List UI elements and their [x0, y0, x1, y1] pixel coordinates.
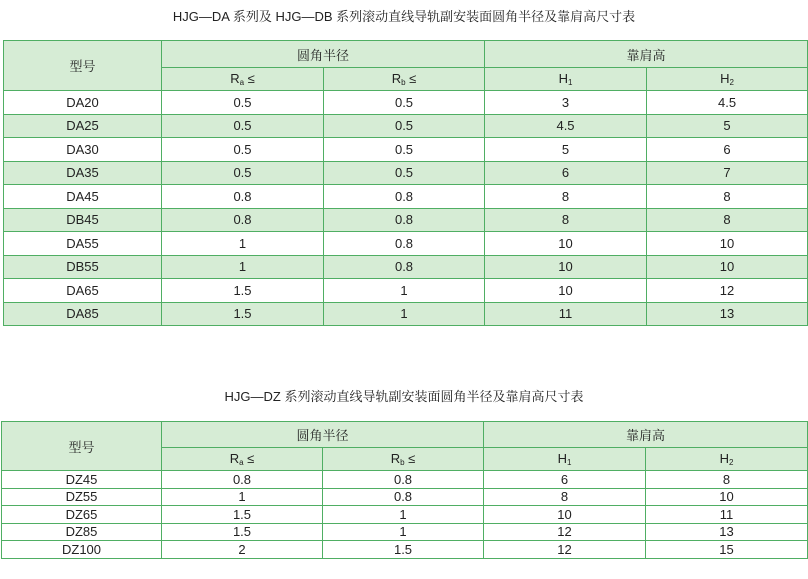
- h1-cell: 8: [485, 208, 647, 232]
- table1-title: HJG—DA 系列及 HJG—DB 系列滚动直线导轨副安装面圆角半径及靠肩高尺寸表: [172, 9, 636, 24]
- rb-cell: 0.8: [324, 255, 485, 279]
- rb-cell: 0.5: [324, 138, 485, 162]
- h2-cell: 13: [646, 523, 808, 541]
- ra-cell: 1.5: [162, 523, 323, 541]
- ra-cell: 0.5: [162, 138, 324, 162]
- model-header: 型号: [2, 422, 162, 471]
- rb-header: $R_b$ ≤: [324, 68, 485, 91]
- ra-cell: 0.5: [162, 114, 324, 138]
- h2-cell: 8: [647, 208, 808, 232]
- rb-cell: 0.5: [324, 91, 485, 115]
- model-cell: DA25: [4, 114, 162, 138]
- ra-cell: 1: [162, 232, 324, 256]
- ra-cell: 0.8: [162, 471, 323, 489]
- table1: [3, 40, 808, 326]
- h1-cell: 10: [485, 255, 647, 279]
- table-row: [4, 208, 808, 232]
- ra-header: $R_a$ ≤: [162, 68, 324, 91]
- table-row: [4, 161, 808, 185]
- rb-cell: 1: [323, 523, 484, 541]
- h1-cell: 12: [484, 541, 646, 559]
- h1-cell: 6: [484, 471, 646, 489]
- rb-cell: 0.5: [324, 114, 485, 138]
- h2-cell: 8: [646, 471, 808, 489]
- ra-cell: 2: [162, 541, 323, 559]
- rb-cell: 0.5: [324, 161, 485, 185]
- table-row: [2, 523, 808, 541]
- model-cell: DZ85: [2, 523, 162, 541]
- h2-cell: 6: [647, 138, 808, 162]
- model-cell: DA55: [4, 232, 162, 256]
- h1-cell: 3: [485, 91, 647, 115]
- h2-cell: 7: [647, 161, 808, 185]
- ra-cell: 0.8: [162, 185, 324, 209]
- rb-header: $R_b$ ≤: [323, 448, 484, 471]
- rb-cell: 0.8: [324, 208, 485, 232]
- table-row: [2, 506, 808, 524]
- rb-cell: 0.8: [323, 488, 484, 506]
- model-cell: DA85: [4, 302, 162, 326]
- h2-cell: 13: [647, 302, 808, 326]
- model-cell: DZ55: [2, 488, 162, 506]
- shoulder-group-header: 靠肩高: [485, 41, 808, 68]
- table-row: [2, 541, 808, 559]
- table-row: [4, 138, 808, 162]
- h2-cell: 4.5: [647, 91, 808, 115]
- shoulder-group-header: 靠肩高: [484, 422, 808, 448]
- h1-cell: 5: [485, 138, 647, 162]
- table-row: [4, 255, 808, 279]
- h2-cell: 11: [646, 506, 808, 524]
- h2-cell: 5: [647, 114, 808, 138]
- model-header: 型号: [4, 41, 162, 91]
- h2-cell: 8: [647, 185, 808, 209]
- table-row: [4, 185, 808, 209]
- ra-cell: 1.5: [162, 302, 324, 326]
- model-cell: DA45: [4, 185, 162, 209]
- model-cell: DZ100: [2, 541, 162, 559]
- h2-cell: 15: [646, 541, 808, 559]
- h2-cell: 10: [646, 488, 808, 506]
- radius-group-header: 圆角半径: [162, 422, 484, 448]
- rb-cell: 0.8: [323, 471, 484, 489]
- h1-header: $H_1$: [484, 448, 646, 471]
- model-cell: DB55: [4, 255, 162, 279]
- h1-cell: 10: [485, 232, 647, 256]
- h2-cell: 12: [647, 279, 808, 303]
- h1-cell: 10: [484, 506, 646, 524]
- h2-header: $H_2$: [646, 448, 808, 471]
- ra-header: $R_a$ ≤: [162, 448, 323, 471]
- table-row: [2, 471, 808, 489]
- table-row: [4, 279, 808, 303]
- h2-header: $H_2$: [647, 68, 808, 91]
- table-row: [4, 302, 808, 326]
- radius-group-header: 圆角半径: [162, 41, 485, 68]
- ra-cell: 0.8: [162, 208, 324, 232]
- model-cell: DZ45: [2, 471, 162, 489]
- h1-cell: 12: [484, 523, 646, 541]
- h1-cell: 4.5: [485, 114, 647, 138]
- ra-cell: 1.5: [162, 506, 323, 524]
- ra-cell: 1.5: [162, 279, 324, 303]
- model-cell: DA30: [4, 138, 162, 162]
- h2-cell: 10: [647, 232, 808, 256]
- table2: [1, 421, 808, 559]
- rb-cell: 1.5: [323, 541, 484, 559]
- rb-cell: 1: [324, 302, 485, 326]
- table2-title: HJG—DZ 系列滚动直线导轨副安装面圆角半径及靠肩高尺寸表: [224, 389, 584, 404]
- ra-cell: 1: [162, 488, 323, 506]
- model-cell: DZ65: [2, 506, 162, 524]
- table-row: [4, 91, 808, 115]
- h1-cell: 11: [485, 302, 647, 326]
- model-cell: DA65: [4, 279, 162, 303]
- ra-cell: 0.5: [162, 91, 324, 115]
- h1-header: $H_1$: [485, 68, 647, 91]
- table-row: [2, 488, 808, 506]
- ra-cell: 1: [162, 255, 324, 279]
- rb-cell: 0.8: [324, 232, 485, 256]
- table-row: [4, 232, 808, 256]
- h2-cell: 10: [647, 255, 808, 279]
- h1-cell: 10: [485, 279, 647, 303]
- h1-cell: 8: [484, 488, 646, 506]
- table-row: [4, 114, 808, 138]
- h1-cell: 8: [485, 185, 647, 209]
- h1-cell: 6: [485, 161, 647, 185]
- rb-cell: 0.8: [324, 185, 485, 209]
- ra-cell: 0.5: [162, 161, 324, 185]
- rb-cell: 1: [324, 279, 485, 303]
- model-cell: DA20: [4, 91, 162, 115]
- rb-cell: 1: [323, 506, 484, 524]
- model-cell: DA35: [4, 161, 162, 185]
- model-cell: DB45: [4, 208, 162, 232]
